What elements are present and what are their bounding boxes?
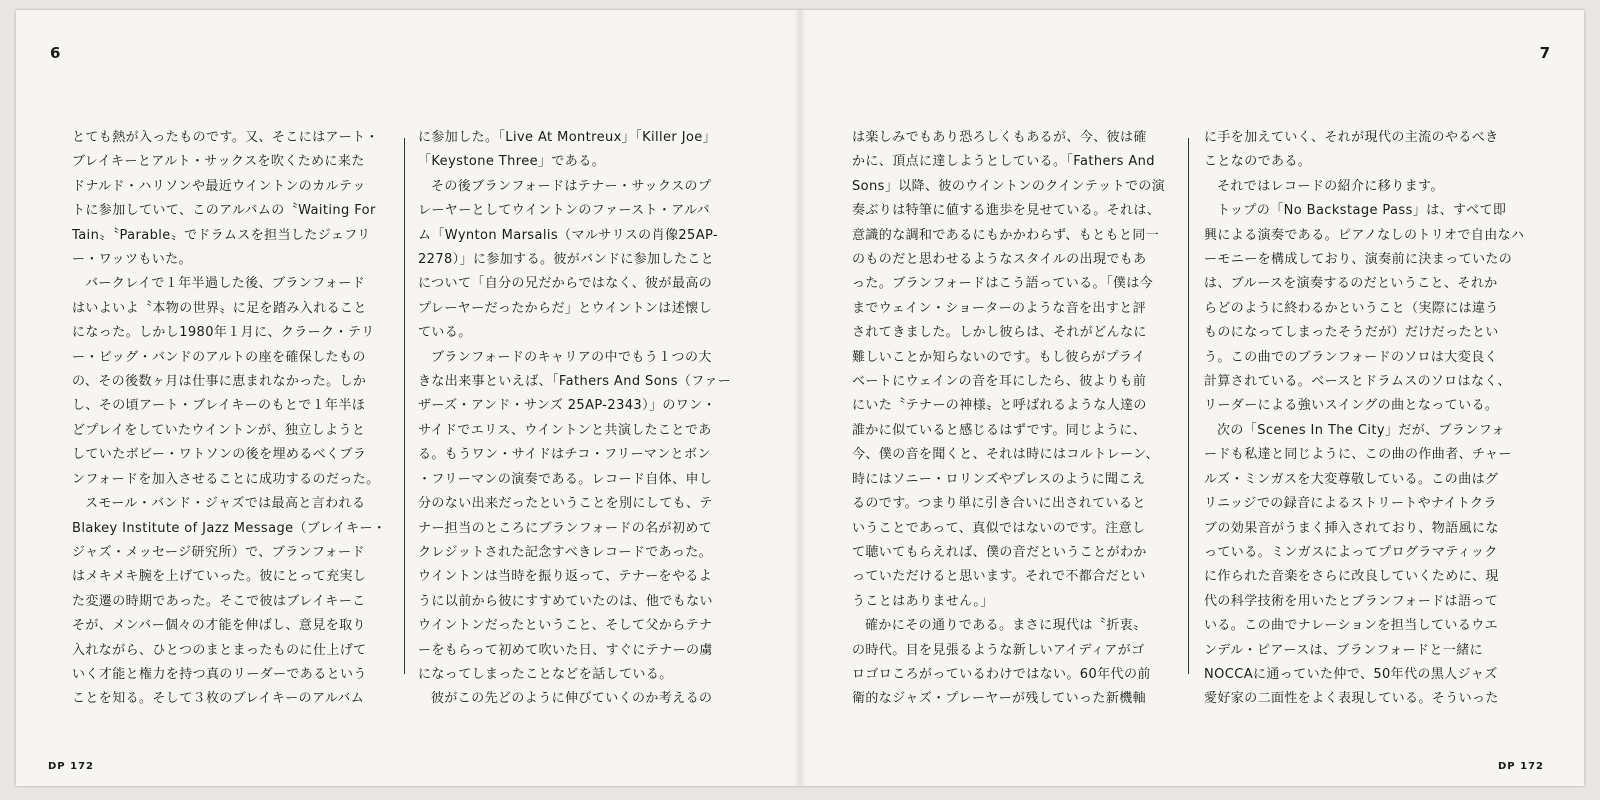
text-line: になってしまったことなどを話している。 xyxy=(418,666,673,682)
text-line: クレジットされた記念すべきレコードであった。 xyxy=(418,544,713,560)
text-line: NOCCAに通っていた仲で、50年代の黒人ジャズ xyxy=(1204,666,1498,682)
text-line: は楽しみでもあり恐ろしくもあるが、今、彼は確 xyxy=(852,130,1147,145)
text-line: いうことであって、真似ではないのです。注意し xyxy=(852,520,1146,536)
text-line: になった。しかし1980年１月に、クラーク・テリ xyxy=(72,325,375,341)
text-line: スモール・バンド・ジャズでは最高と言われる xyxy=(85,496,366,512)
text-line: について「自分の兄だからではなく、彼が最高の xyxy=(418,276,713,292)
text-line: していたボビー・ワトソンの後を埋めるべくブラ xyxy=(72,447,367,463)
text-line: うことはありません。」 xyxy=(852,593,994,609)
text-line: 2278）」に参加する。彼がバンドに参加したこと xyxy=(418,252,715,268)
left-page xyxy=(16,10,800,786)
text-line: のものだと思わせるようなスタイルの出現でもあ xyxy=(852,252,1147,268)
text-line: 分のない出来だったということを別にしても、テ xyxy=(418,496,713,512)
text-line: ジャズ・メッセージ研究所）で、ブランフォード xyxy=(72,544,365,560)
text-line: の、その後数ヶ月は仕事に恵まれなかった。しか xyxy=(72,374,367,390)
text-line: に作られた音楽をさらに改良していくために、現 xyxy=(1204,569,1499,585)
text-line: ウイントンは当時を振り返って、テナーをやるよ xyxy=(418,569,713,585)
text-line: っていただけると思います。それで不都合だとい xyxy=(852,569,1146,585)
text-column xyxy=(852,126,1182,707)
text-line: の時代。目を見張るような新しいアイディアがゴ xyxy=(852,642,1145,658)
text-line: 次の「Scenes In The City」だが、ブランフォ xyxy=(1217,422,1505,438)
text-line: る。もうワン・サイドはチコ・フリーマンとボン xyxy=(418,447,711,463)
text-line: とても熱が入ったものです。又、そこにはアート・ xyxy=(72,130,379,145)
text-line: ブレイキーとアルト・サックスを吹くために来た xyxy=(72,154,365,170)
text-line: ザーズ・アンド・サンズ 25AP-2343）」のワン・ xyxy=(418,398,716,414)
text-column xyxy=(1204,126,1540,707)
text-line: そが、メンバー個々の才能を伸ばし、意見を取り xyxy=(72,618,366,634)
text-line: ものになってしまったそうだが）だけだったとい xyxy=(1204,325,1499,341)
text-line: 難しいことか知らないのです。もし彼らがプライ xyxy=(852,349,1146,365)
catalog-code: DP 172 xyxy=(48,761,94,772)
text-line: った。ブランフォードはこう語っている。「僕は今 xyxy=(852,276,1154,292)
text-line: ム「Wynton Marsalis（マルサリスの肖像25AP- xyxy=(418,227,719,243)
text-line: 計算されている。ベースとドラムスのソロはなく、 xyxy=(1204,374,1511,390)
text-line: し、その頃アート・ブレイキーのもとで１年半ほ xyxy=(72,398,366,414)
text-line: ベートにウェインの音を耳にしたら、彼よりも前 xyxy=(852,374,1147,390)
text-line: 時にはソニー・ロリンズやプレスのように聞こえ xyxy=(852,471,1146,487)
text-line: それではレコードの紹介に移ります。 xyxy=(1217,178,1444,194)
column-divider xyxy=(404,138,405,674)
text-line: ルズ・ミンガスを大変尊敬している。この曲はグ xyxy=(1204,471,1499,487)
text-line: うに以前から彼にすすめていたのは、他でもない xyxy=(418,593,713,609)
text-line: いく才能と権力を持つ真のリーダーであるという xyxy=(72,666,367,682)
text-line: ーをもらって初めて吹いた日、すぐにテナーの虜 xyxy=(418,642,713,658)
text-line: リーダーによる強いスイングの曲となっている。 xyxy=(1204,398,1499,414)
text-line: ている。 xyxy=(418,325,472,341)
text-line: サイドでエリス、ウイントンと共演したことであ xyxy=(418,422,712,438)
text-line: ードも私達と同じように、この曲の作曲者、チャー xyxy=(1204,447,1512,463)
text-line: っている。ミンガスによってプログラマティック xyxy=(1204,544,1498,560)
text-line: に参加した。「Live At Montreux」「Killer Joe」 xyxy=(418,130,717,145)
text-line: Tain〟〝Parable〟でドラムスを担当したジェフリ xyxy=(72,227,371,243)
text-line: 意識的な調和であるにもかかわらず、もともと同一 xyxy=(852,227,1160,243)
column-divider xyxy=(1188,138,1189,674)
page-number: 6 xyxy=(50,44,61,62)
text-line: ブの効果音がうまく挿入されており、物語風にな xyxy=(1204,520,1499,536)
text-column xyxy=(418,126,752,707)
page-number: 7 xyxy=(1539,44,1550,62)
text-line: た変遷の時期であった。そこで彼はブレイキーこ xyxy=(72,593,366,609)
text-line: ー・ビッグ・バンドのアルトの座を確保したもの xyxy=(72,349,366,365)
text-line: ウイントンだったということ、そして父からテナ xyxy=(418,618,713,634)
text-line: ブランフォードのキャリアの中でもう１つの大 xyxy=(431,349,712,365)
text-line: はいよいよ〝本物の世界〟に足を踏み入れること xyxy=(72,300,367,316)
text-line: どプレイをしていたウイントンが、独立しようと xyxy=(72,422,366,438)
text-line: レーヤーとしてウイントンのファースト・アルバ xyxy=(418,203,711,219)
text-line: その後ブランフォードはテナー・サックスのプ xyxy=(431,178,712,194)
text-line: きな出来事といえば、「Fathers And Sons（ファー xyxy=(418,374,732,390)
text-line: ナー担当のところにブランフォードの名が初めて xyxy=(418,520,713,536)
text-line: バークレイで１年半過した後、ブランフォード xyxy=(85,276,366,292)
text-line: う。この曲でのブランフォードのソロは大変良く xyxy=(1204,349,1498,365)
text-line: 彼がこの先どのように伸びていくのか考えるの xyxy=(431,691,713,707)
text-line: されてきました。しかし彼らは、それがどんなに xyxy=(852,325,1147,341)
text-line: ドナルド・ハリソンや最近ウイントンのカルテッ xyxy=(72,178,366,194)
text-line: 確かにその通りである。まさに現代は〝折衷〟 xyxy=(865,618,1147,634)
right-page xyxy=(800,10,1584,786)
text-line: いる。この曲でナレーションを担当しているウエ xyxy=(1204,618,1499,634)
text-line: 「Keystone Three」である。 xyxy=(418,154,605,170)
text-line: 誰かに似ていると感じるはずです。同じように、 xyxy=(852,422,1147,438)
text-line: ことなのである。 xyxy=(1204,154,1312,170)
text-line: らどのように終わるかということ（実際には違う xyxy=(1204,300,1499,316)
text-line: ーモニーを構成しており、演奏前に決まっていたの xyxy=(1204,252,1513,268)
text-line: 今、僕の音を聞くと、それは時にはコルトレーン、 xyxy=(852,447,1159,463)
text-line: リニッジでの録音によるストリートやナイトクラ xyxy=(1204,496,1497,512)
text-line: ー・ワッツもいた。 xyxy=(72,252,192,268)
text-line: トップの「No Backstage Pass」は、すべて即 xyxy=(1217,203,1507,219)
text-line: は、ブルースを演奏するのだということ、それか xyxy=(1204,276,1498,292)
text-line: に手を加えていく、それが現代の主流のやるべき xyxy=(1204,130,1499,145)
text-line: プレーヤーだったからだ」とウイントンは述懐し xyxy=(418,300,712,316)
text-line: て聴いてもらえれば、僕の音だということがわか xyxy=(852,544,1147,560)
text-line: 入れながら、ひとつのまとまったものに仕上げて xyxy=(72,642,367,658)
text-line: 愛好家の二面性をよく表現している。そういった xyxy=(1204,691,1499,707)
text-line: 代の科学技術を用いたとブランフォードは語って xyxy=(1204,593,1499,609)
text-line: Sons」以降、彼のウイントンのクインテットでの演 xyxy=(852,178,1166,194)
text-line: かに、頂点に達しようとしている。「Fathers And xyxy=(852,154,1155,170)
text-line: にいた〝テナーの神様〟と呼ばれるような人達の xyxy=(852,398,1147,414)
text-line: ロゴロころがっているわけではない。60年代の前 xyxy=(852,666,1151,682)
text-line: トに参加していて、このアルバムの〝Waiting For xyxy=(72,203,376,219)
booklet-spread xyxy=(16,10,1584,786)
text-line: 奏ぶりは特筆に値する進歩を見せている。それは、 xyxy=(852,203,1161,219)
text-line: はメキメキ腕を上げていった。彼にとって充実し xyxy=(72,569,367,585)
text-line: ンデル・ピアースは、ブランフォードと一緒に xyxy=(1204,642,1484,658)
text-line: Blakey Institute of Jazz Message（ブレイキー・ xyxy=(72,520,387,536)
text-line: るのです。つまり単に引き合いに出されていると xyxy=(852,496,1146,512)
text-line: までウェイン・ショーターのような音を出すと評 xyxy=(852,300,1147,316)
text-column xyxy=(72,126,398,707)
text-line: 衛的なジャズ・プレーヤーが残していった新機軸 xyxy=(852,691,1147,707)
text-line: ことを知る。そして３枚のブレイキーのアルバム xyxy=(72,691,365,707)
text-line: ンフォードを加入させることに成功するのだった。 xyxy=(72,471,380,487)
text-line: ・フリーマンの演奏である。レコード自体、申し xyxy=(418,471,713,487)
text-line: 興による演奏である。ピアノなしのトリオで自由なハ xyxy=(1204,227,1525,243)
catalog-code: DP 172 xyxy=(1498,761,1544,772)
